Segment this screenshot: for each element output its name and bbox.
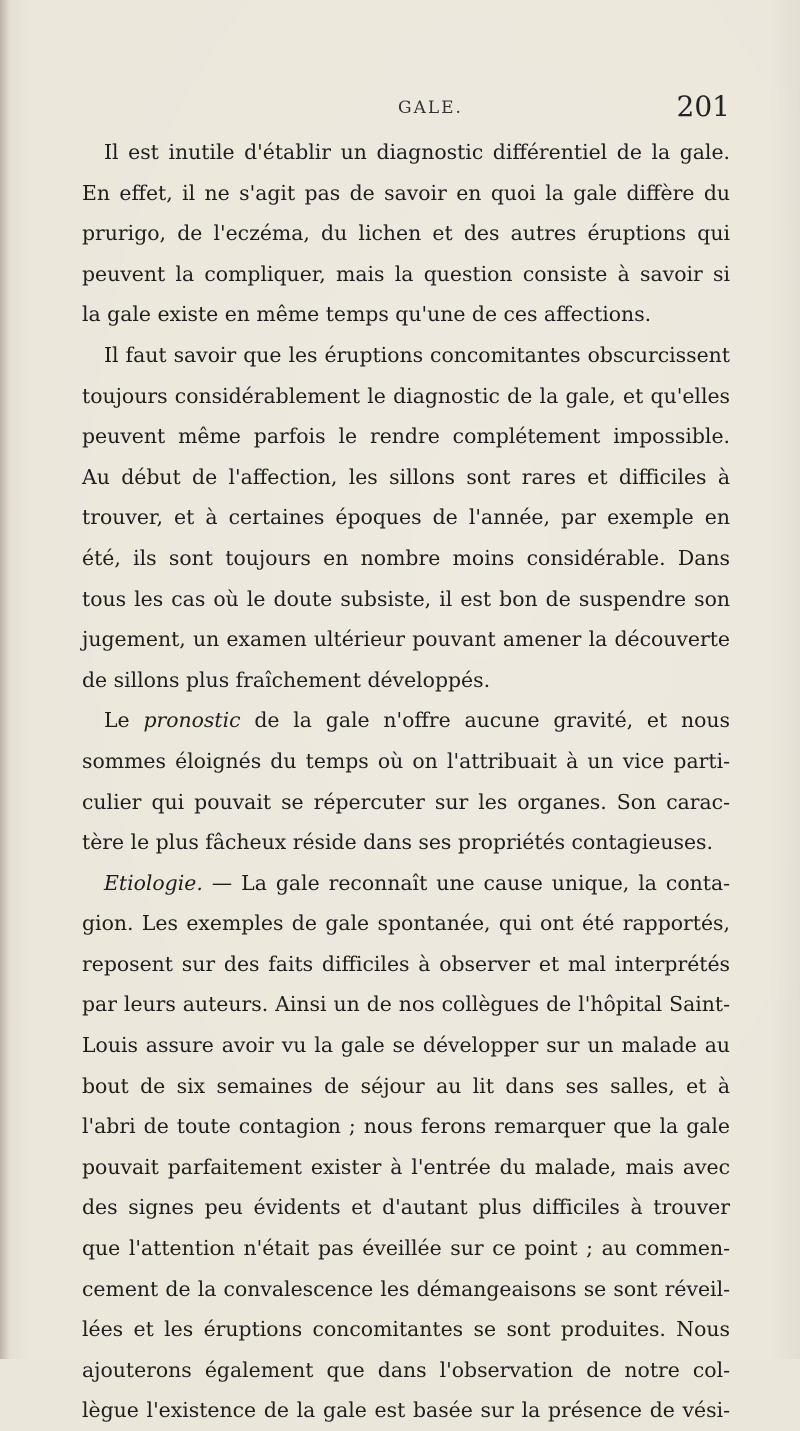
text-line: gion. Les exemples de gale spontanée, qui ont été rapportés, [82, 911, 730, 936]
text-line: prurigo, de l'eczéma, du lichen et des autres éruptions qui [82, 221, 730, 246]
text-line: été, ils sont toujours en nombre moins considérable. Dans [82, 545, 730, 570]
text-line: des signes peu évidents et d'autant plus difficiles à trouver [82, 1195, 730, 1220]
text-line: En effet, il ne s'agit pas de savoir en quoi la gale diffère du [82, 180, 730, 205]
text-line: tère le plus fâcheux réside dans ses propriétés contagieuses. [82, 830, 713, 855]
text-line: la gale existe en même temps qu'une de ces affections. [82, 302, 652, 327]
text-line: peuvent même parfois le rendre complétement impossible. [82, 424, 730, 449]
running-head [260, 90, 730, 124]
text-line: lègue l'existence de la gale est basée sur la présence de vési- [82, 1398, 730, 1423]
text-line: Louis assure avoir vu la gale se développer sur un malade au [82, 1033, 730, 1058]
text-line: sommes éloignés du temps où on l'attribuait à un vice parti- [82, 748, 730, 773]
body-text [82, 132, 730, 1431]
text-line: cement de la convalescence les démangeaisons se sont réveil- [82, 1276, 730, 1301]
page-spine-shadow [0, 0, 10, 1359]
inline-text: Le [104, 708, 144, 733]
inline-text: de la gale n'offre aucune gravité, et nous [240, 708, 731, 733]
text-line: tous les cas où le doute subsiste, il est bon de suspendre son [82, 586, 730, 611]
text-line: Il est inutile d'établir un diagnostic différentiel de la gale. [104, 140, 730, 164]
text-line: reposent sur des faits difficiles à observer et mal interprétés [82, 951, 730, 976]
running-head-title: GALE. [398, 98, 463, 118]
page-number: 201 [676, 90, 730, 123]
text-line [82, 863, 730, 904]
text-line: par leurs auteurs. Ainsi un de nos collègues de l'hôpital Saint- [82, 992, 730, 1017]
text-line: ajouterons également que dans l'observation de notre col- [82, 1357, 730, 1382]
text-line: l'abri de toute contagion ; nous ferons remarquer que la gale [82, 1114, 730, 1139]
text-line: pouvait parfaitement exister à l'entrée du malade, mais avec [82, 1154, 730, 1179]
italic-term: pronostic [143, 708, 241, 733]
text-line: que l'attention n'était pas éveillée sur ce point ; au commen- [82, 1236, 730, 1261]
text-line: jugement, un examen ultérieur pouvant amener la découverte [82, 627, 730, 652]
text-line: Il faut savoir que les éruptions concomitantes obscurcissent [104, 342, 730, 367]
text-line: Au début de l'affection, les sillons sont rares et difficiles à [82, 464, 730, 489]
section-heading: Etiologie. [104, 870, 203, 895]
text-line: peuvent la compliquer, mais la question consiste à savoir si [82, 261, 730, 286]
text-line: trouver, et à certaines époques de l'année, par exemple en [82, 505, 730, 530]
inline-text: — La gale reconnaît une cause unique, la conta- [202, 870, 730, 895]
text-line: de sillons plus fraîchement développés. [82, 667, 491, 692]
text-line: lées et les éruptions concomitantes se sont produites. Nous [82, 1317, 730, 1342]
text-line: toujours considérablement le diagnostic de la gale, et qu'elles [82, 383, 730, 408]
text-line [82, 700, 730, 741]
text-line: culier qui pouvait se répercuter sur les organes. Son carac- [82, 789, 730, 814]
text-line: bout de six semaines de séjour au lit dans ses salles, et à [82, 1073, 730, 1098]
